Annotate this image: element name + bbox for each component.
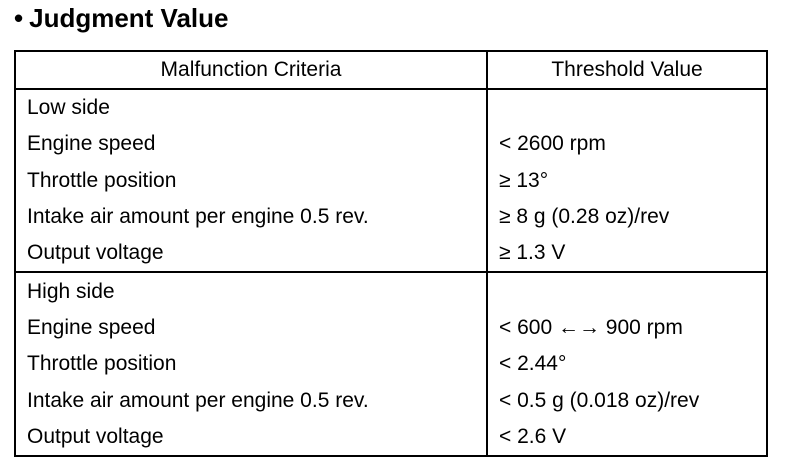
- threshold-cell: < 2.6 V: [487, 419, 767, 456]
- table-row: [15, 199, 767, 235]
- bullet-icon: •: [14, 3, 24, 33]
- threshold-cell: < 600 ←→ 900 rpm: [487, 310, 767, 346]
- high-side-group: [15, 272, 767, 455]
- criteria-cell: High side: [15, 272, 487, 309]
- table-row: [15, 235, 767, 272]
- judgment-value-table: [14, 50, 768, 457]
- threshold-cell: [487, 272, 767, 309]
- table-row: [15, 310, 767, 346]
- table-row: [15, 346, 767, 382]
- low-side-group: [15, 89, 767, 272]
- table-row: [15, 419, 767, 456]
- threshold-cell: < 2.44°: [487, 346, 767, 382]
- table-header-row: [15, 51, 767, 89]
- criteria-cell: Output voltage: [15, 235, 487, 272]
- page-title: [14, 1, 229, 35]
- threshold-cell: ≥ 13°: [487, 163, 767, 199]
- criteria-cell: Throttle position: [15, 346, 487, 382]
- table-row: [15, 382, 767, 418]
- criteria-cell: Throttle position: [15, 163, 487, 199]
- criteria-cell: Engine speed: [15, 126, 487, 162]
- criteria-cell: Output voltage: [15, 419, 487, 456]
- column-header-threshold: Threshold Value: [487, 51, 767, 89]
- threshold-cell: ≥ 8 g (0.28 oz)/rev: [487, 199, 767, 235]
- threshold-cell: < 2600 rpm: [487, 126, 767, 162]
- criteria-cell: Engine speed: [15, 310, 487, 346]
- page-title-text: Judgment Value: [29, 3, 229, 33]
- criteria-cell: Intake air amount per engine 0.5 rev.: [15, 382, 487, 418]
- table-row: [15, 126, 767, 162]
- table-row: [15, 272, 767, 309]
- column-header-criteria: Malfunction Criteria: [15, 51, 487, 89]
- threshold-cell: < 0.5 g (0.018 oz)/rev: [487, 382, 767, 418]
- criteria-cell: Low side: [15, 89, 487, 126]
- criteria-cell: Intake air amount per engine 0.5 rev.: [15, 199, 487, 235]
- table-row: [15, 89, 767, 126]
- threshold-cell: ≥ 1.3 V: [487, 235, 767, 272]
- threshold-cell: [487, 89, 767, 126]
- table-row: [15, 163, 767, 199]
